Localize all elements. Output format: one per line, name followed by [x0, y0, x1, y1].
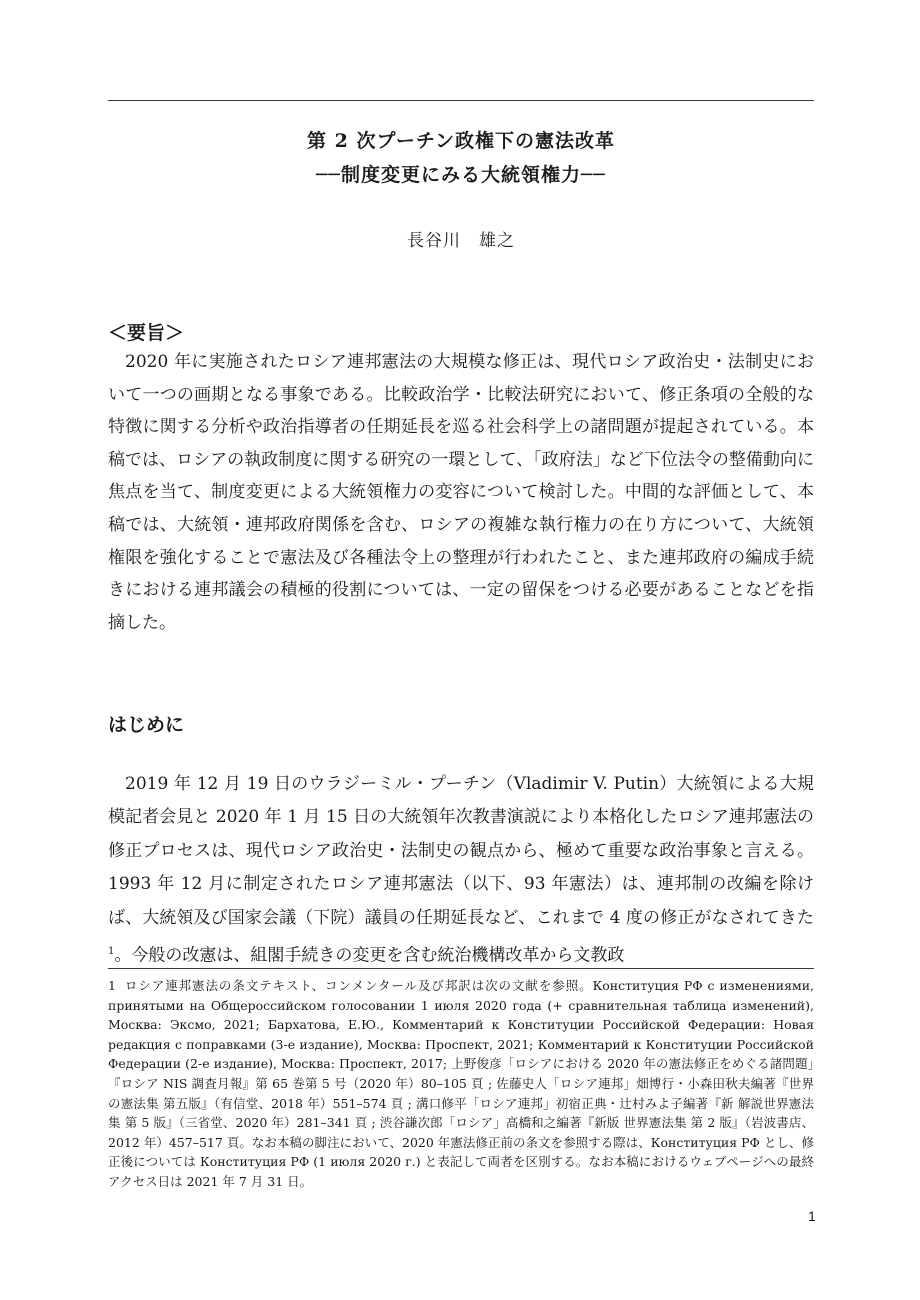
paper-title: 第 2 次プーチン政権下の憲法改革 [307, 130, 615, 152]
footnote-text: ロシア連邦憲法の条文テキスト、コンメンタール及び邦訳は次の文献を参照。Конституция РФ с изменениями, принятыми на Общероссийском голосовании 1 июля 2020 года (+ сравнительная таблица изменений), Москва: Эксмо, 2021; Бархатова, Е.Ю., Комментарий к Конституции Российской Федерации: Новая редакция с поправками (3-е издание), Москва: Проспект, 2021; Комментарий к Конституции Российской Федерации (2-е издание), Москва: Проспект, 2017; 上野俊彦「ロシアにおける 2020 年の憲法修正をめぐる諸問題」『ロシア NIS 調査月報』第 65 巻第 5 号（2020 年）80–105 頁 ; 佐藤史人「ロシア連邦」畑博行・小森田秋夫編著『世界の憲法集 第五版』（有信堂、2018 年）551–574 頁 ; 溝口修平「ロシア連邦」初宿正典・辻村みよ子編著『新 解説世界憲法集 第 5 版』（三省堂、2020 年）281–341 頁 ; 渋谷謙次郎「ロシア」高橋和之編著『新版 世界憲法集 第 2 版』（岩波書店、2012 年）457–517 頁。なお本稿の脚注において、2020 年憲法修正前の条文を参照する際は、Конституция РФ とし、修正後については Конституция РФ (1 июля 2020 г.) と表記して両者を区別する。なお本稿におけるウェブページへの最終アクセス日は 2021 年 7 月 31 日。 [108, 978, 814, 1189]
intro-paragraph [108, 768, 814, 973]
intro-text-1: 2019 年 12 月 19 日のウラジーミル・プーチン（Vladimir V. Putin）大統領による大規模記者会見と 2020 年 1 月 15 日の大統領年次教書演説により本格化したロシア連邦憲法の修正プロセスは、現代ロシア政治史・法制史の観点から、極めて重要な政治事象と言える。1993 年 12 月に制定されたロシア連邦憲法（以下、93 年憲法）は、連邦制の改編を除けば、大統領及び国家会議（下院）議員の任期延長など、これまで 4 度の修正がなされてきた [108, 774, 814, 928]
top-rule [108, 100, 814, 101]
footnote-reference[interactable]: 1 [108, 946, 115, 958]
intro-heading: はじめに [108, 714, 185, 736]
footnote-rule [108, 968, 814, 969]
abstract-text: 2020 年に実施されたロシア連邦憲法の大規模な修正は、現代ロシア政治史・法制史において一つの画期となる事象である。比較政治学・比較法研究において、修正条項の全般的な特徴に関する分析や政治指導者の任期延長を巡る社会科学上の諸問題が提起されている。本稿では、ロシアの執政制度に関する研究の一環として、「政府法」など下位法令の整備動向に焦点を当て、制度変更による大統領権力の変容について検討した。中間的な評価として、本稿では、大統領・連邦政府関係を含む、ロシアの複雑な執行権力の在り方について、大統領権限を強化することで憲法及び各種法令上の整理が行われたこと、また連邦政府の編成手続きにおける連邦議会の積極的役割については、一定の留保をつける必要があることなどを指摘した。 [108, 352, 814, 633]
paper-subtitle: ──制度変更にみる大統領権力── [316, 164, 606, 186]
footnote [108, 976, 814, 1192]
intro-text-2: 。今般の改憲は、組閣手続きの変更を含む統治機構改革から文教政 [114, 945, 625, 966]
page-number: 1 [808, 1208, 816, 1224]
author-name: 長谷川 雄之 [407, 231, 515, 251]
footnote-number: 1 [108, 978, 116, 993]
abstract-heading: ＜要旨＞ [108, 322, 185, 344]
